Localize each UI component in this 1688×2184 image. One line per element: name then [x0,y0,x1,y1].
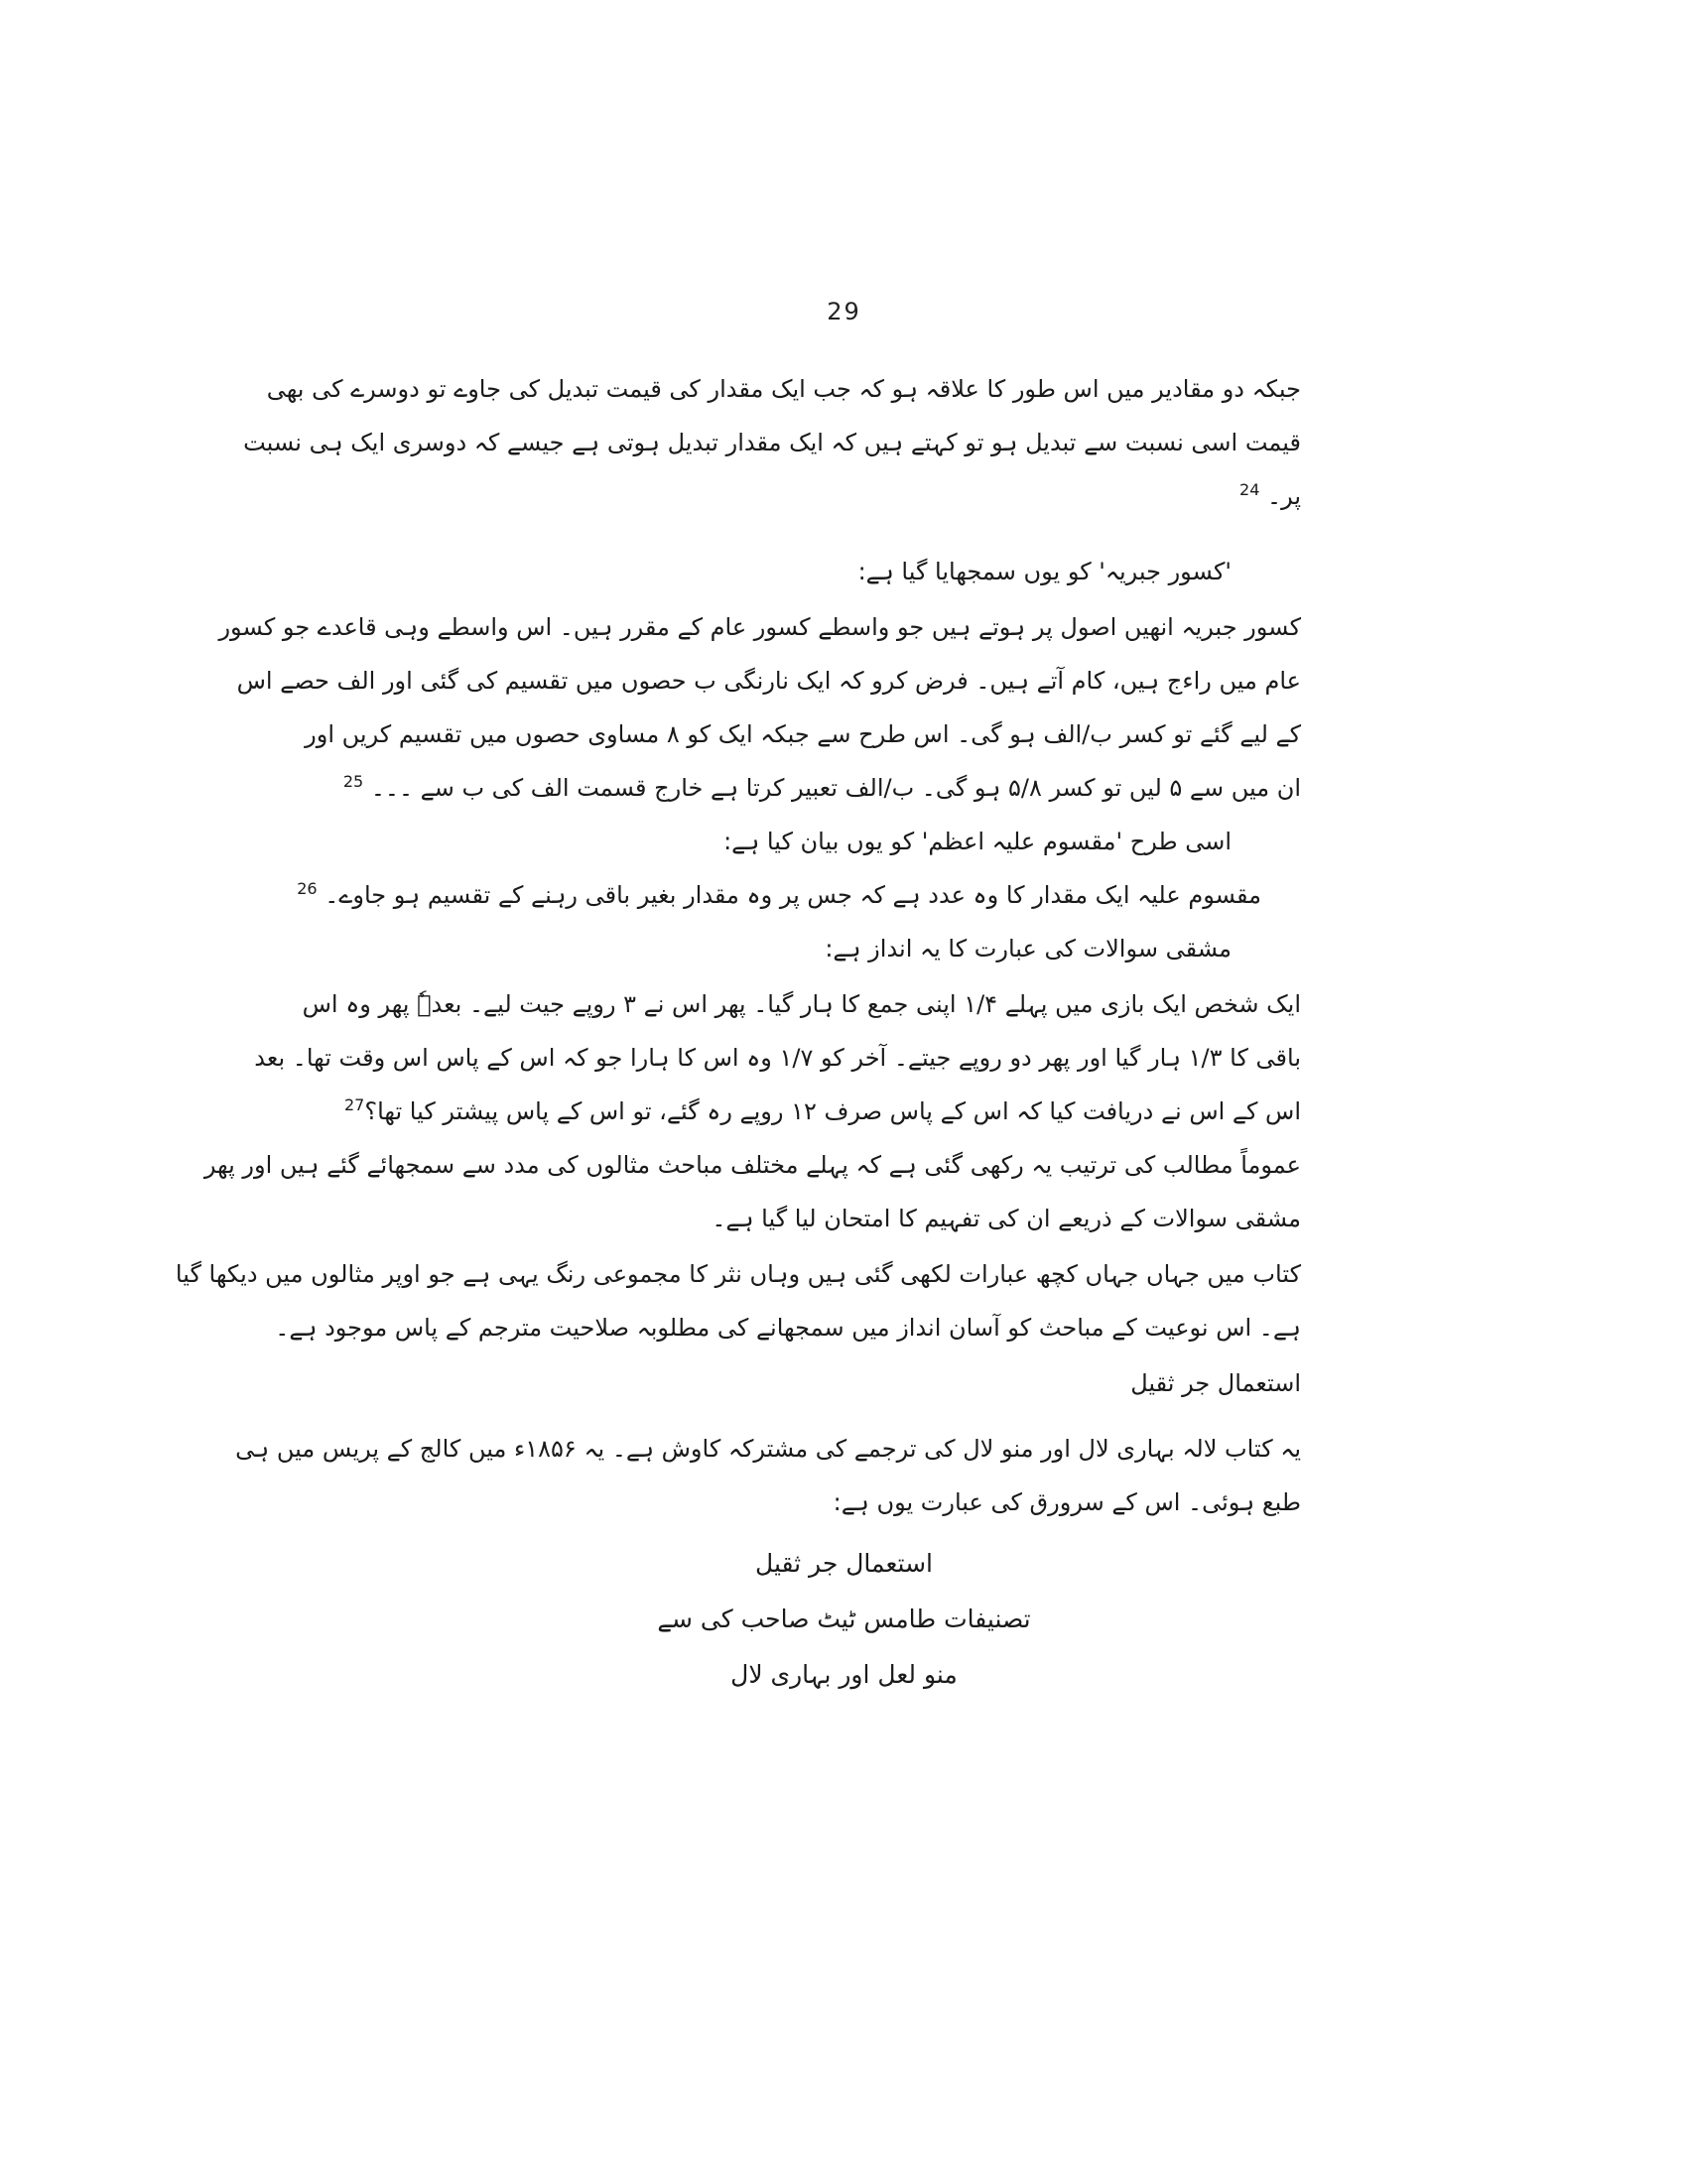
paragraph-10-line-1: یہ کتاب لالہ بہاری لال اور منو لال کی ترجمے کی مشترکہ کاوش ہے۔ یہ ۱۸۵۶ء میں کالج کے پریس میں ہی [235,1435,1301,1463]
paragraph-1-line-2: قیمت اسی نسبت سے تبدیل ہو تو کہتے ہیں کہ ایک مقدار تبدیل ہوتی ہے جیسے کہ دوسری ایک ہی نسبت [243,429,1301,456]
paragraph-7-line-3 [344,1092,1301,1131]
paragraph-9-line-2: ہے۔ اس نوعیت کے مباحث کو آسان انداز میں سمجھانے کی مطلوبہ صلاحیت مترجم کے پاس موجود ہے۔ [275,1314,1301,1342]
maqsoom-alaih-intro: اسی طرح 'مقسوم علیہ اعظم' کو یوں بیان کیا ہے: [723,828,1232,855]
section-heading: استعمال جر ثقیل [1130,1369,1301,1397]
paragraph-5-line-1 [297,875,1261,915]
paragraph-1-line-3-text: پر۔ [1267,482,1301,510]
footnote-ref-27: 27 [344,1095,365,1114]
paragraph-5-line-1-text: مقسوم علیہ ایک مقدار کا وہ عدد ہے کہ جس پر وہ مقدار بغیر باقی رہنے کے تقسیم ہو جاوے۔ [325,881,1261,909]
paragraph-10-line-2: طبع ہوئی۔ اس کے سرورق کی عبارت یوں ہے: [833,1488,1301,1516]
title-page-line-2: تصنیفات طامس ٹیٹ صاحب کی سے [657,1605,1031,1633]
kusur-jabriya-intro: 'کسور جبریہ' کو یوں سمجھایا گیا ہے: [857,558,1232,585]
footnote-ref-26: 26 [297,879,318,898]
paragraph-3-line-4-text: ان میں سے ۵ لیں تو کسر ۵/۸ ہو گی۔ ب/الف تعبیر کرتا ہے خارج قسمت الف کی ب سے ۔۔۔ [370,774,1301,802]
footnote-ref-25: 25 [342,772,364,791]
paragraph-1-line-3 [1239,476,1301,516]
paragraph-1-line-1: جبکہ دو مقادیر میں اس طور کا علاقہ ہو کہ جب ایک مقدار کی قیمت تبدیل کی جاوے تو دوسرے کی بھی [266,375,1301,403]
page-number: 29 [827,298,861,325]
mashqi-sawalat-intro: مشقی سوالات کی عبارت کا یہ انداز ہے: [825,935,1232,963]
title-page-line-1: استعمال جر ثقیل [755,1549,933,1578]
paragraph-7-line-3-text: اس کے اس نے دریافت کیا کہ اس کے پاس صرف ۱۲ روپے رہ گئے، تو اس کے پاس پیشتر کیا تھا؟ [364,1097,1301,1125]
paragraph-9-line-1: کتاب میں جہاں جہاں کچھ عبارات لکھی گئی ہیں وہاں نثر کا مجموعی رنگ یہی ہے جو اوپر مثالوں میں دیکھا گیا [175,1260,1301,1288]
footnote-ref-24: 24 [1239,480,1260,499]
paragraph-3-line-2: عام میں راءج ہیں، کام آتے ہیں۔ فرض کرو کہ ایک نارنگی ب حصوں میں تقسیم کی گئی اور الف حصے اس [236,667,1301,695]
paragraph-3-line-4 [343,768,1301,808]
paragraph-7-line-2: باقی کا ۱/۳ ہار گیا اور پھر دو روپے جیتے۔ آخر کو ۱/۷ وہ اس کا ہارا جو کہ اس کے پاس اس وقت تھا۔ بعد [254,1044,1301,1072]
paragraph-7-line-1: ایک شخص ایک بازی میں پہلے ۱/۴ اپنی جمع کا ہار گیا۔ پھر اس نے ۳ روپے جیت لیے۔ بعدہٗ پھر وہ اس [302,990,1301,1018]
paragraph-8-line-2: مشقی سوالات کے ذریعے ان کی تفہیم کا امتحان لیا گیا ہے۔ [712,1205,1301,1232]
paragraph-3-line-3: کے لیے گئے تو کسر ب/الف ہو گی۔ اس طرح سے جبکہ ایک کو ۸ مساوی حصوں میں تقسیم کریں اور [305,720,1301,748]
paragraph-3-line-1: کسور جبریہ انھیں اصول پر ہوتے ہیں جو واسطے کسور عام کے مقرر ہیں۔ اس واسطے وہی قاعدے جو کسور [218,613,1301,641]
title-page-line-3: منو لعل اور بہاری لال [730,1660,958,1689]
paragraph-8-line-1: عموماً مطالب کی ترتیب یہ رکھی گئی ہے کہ پہلے مختلف مباحث مثالوں کی مدد سے سمجھائے گئے ہیں اور پھر [203,1151,1301,1179]
